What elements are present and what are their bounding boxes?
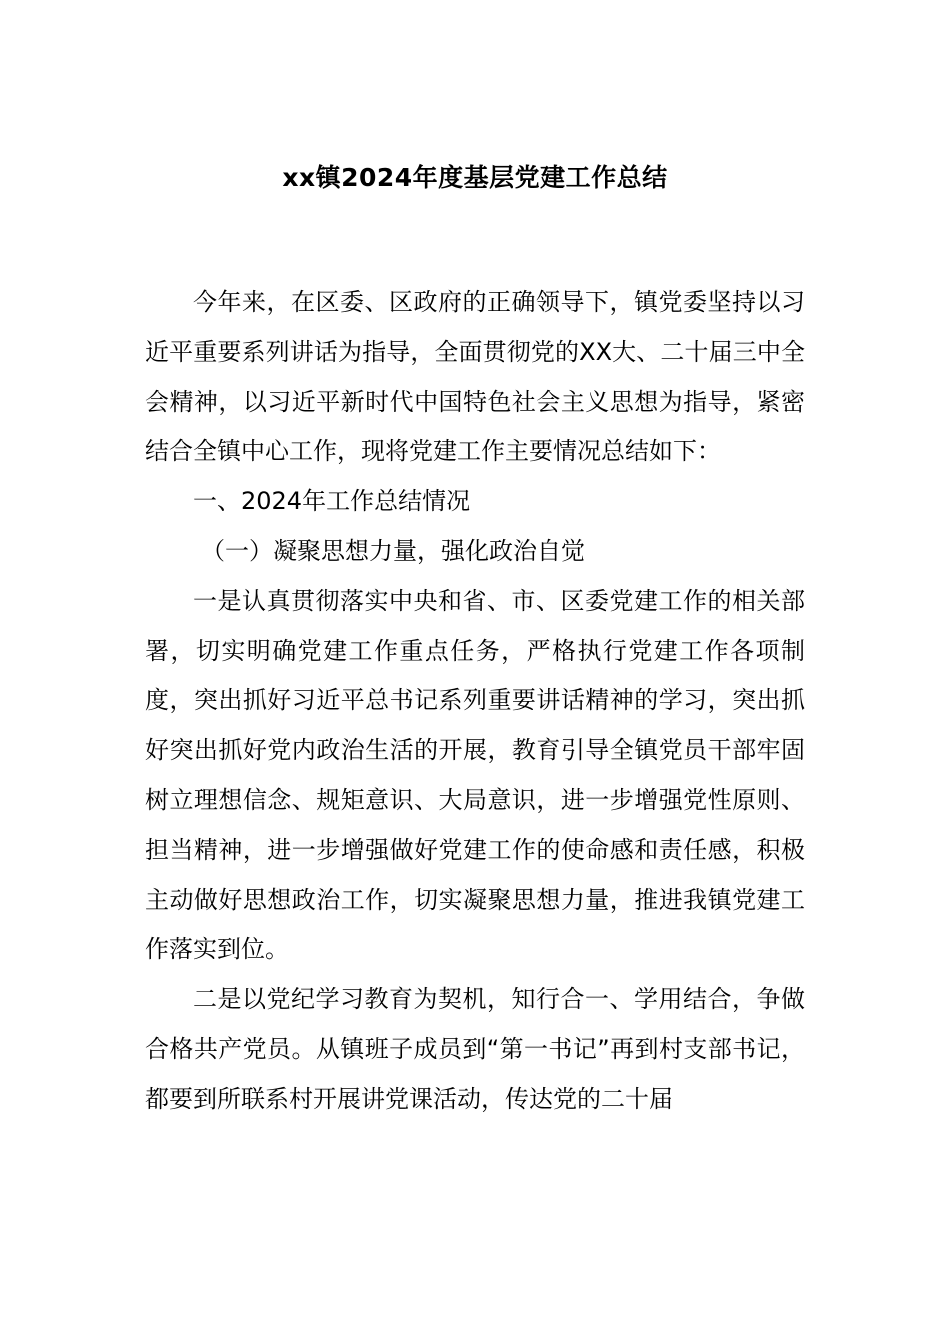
paragraph-point-2: 二是以党纪学习教育为契机，知行合一、学用结合，争做合格共产党员。从镇班子成员到“第一书记”再到村支部书记，都要到所联系村开展讲党课活动，传达党的二十届	[145, 985, 805, 1113]
paragraph-point-1: 一是认真贯彻落实中央和省、市、区委党建工作的相关部署，切实明确党建工作重点任务，严格执行党建工作各项制度，突出抓好习近平总书记系列重要讲话精神的学习，突出抓好突出抓好党内政治生活的开展，教育引导全镇党员干部牢固树立理想信念、规矩意识、大局意识，进一步增强党性原则、担当精神，进一步增强做好党建工作的使命感和责任感，积极主动做好思想政治工作，切实凝聚思想力量，推进我镇党建工作落实到位。	[145, 586, 805, 964]
paragraph-intro: 今年来，在区委、区政府的正确领导下，镇党委坚持以习近平重要系列讲话为指导，全面贯彻党的XX大、二十届三中全会精神，以习近平新时代中国特色社会主义思想为指导，紧密结合全镇中心工作，现将党建工作主要情况总结如下：	[145, 288, 805, 466]
document-body	[145, 278, 805, 1125]
document-title: xx镇2024年度基层党建工作总结	[282, 163, 668, 192]
subsection-heading-1: （一）凝聚思想力量，强化政治自觉	[201, 536, 585, 565]
section-heading-1: 一、2024年工作总结情况	[193, 487, 471, 516]
